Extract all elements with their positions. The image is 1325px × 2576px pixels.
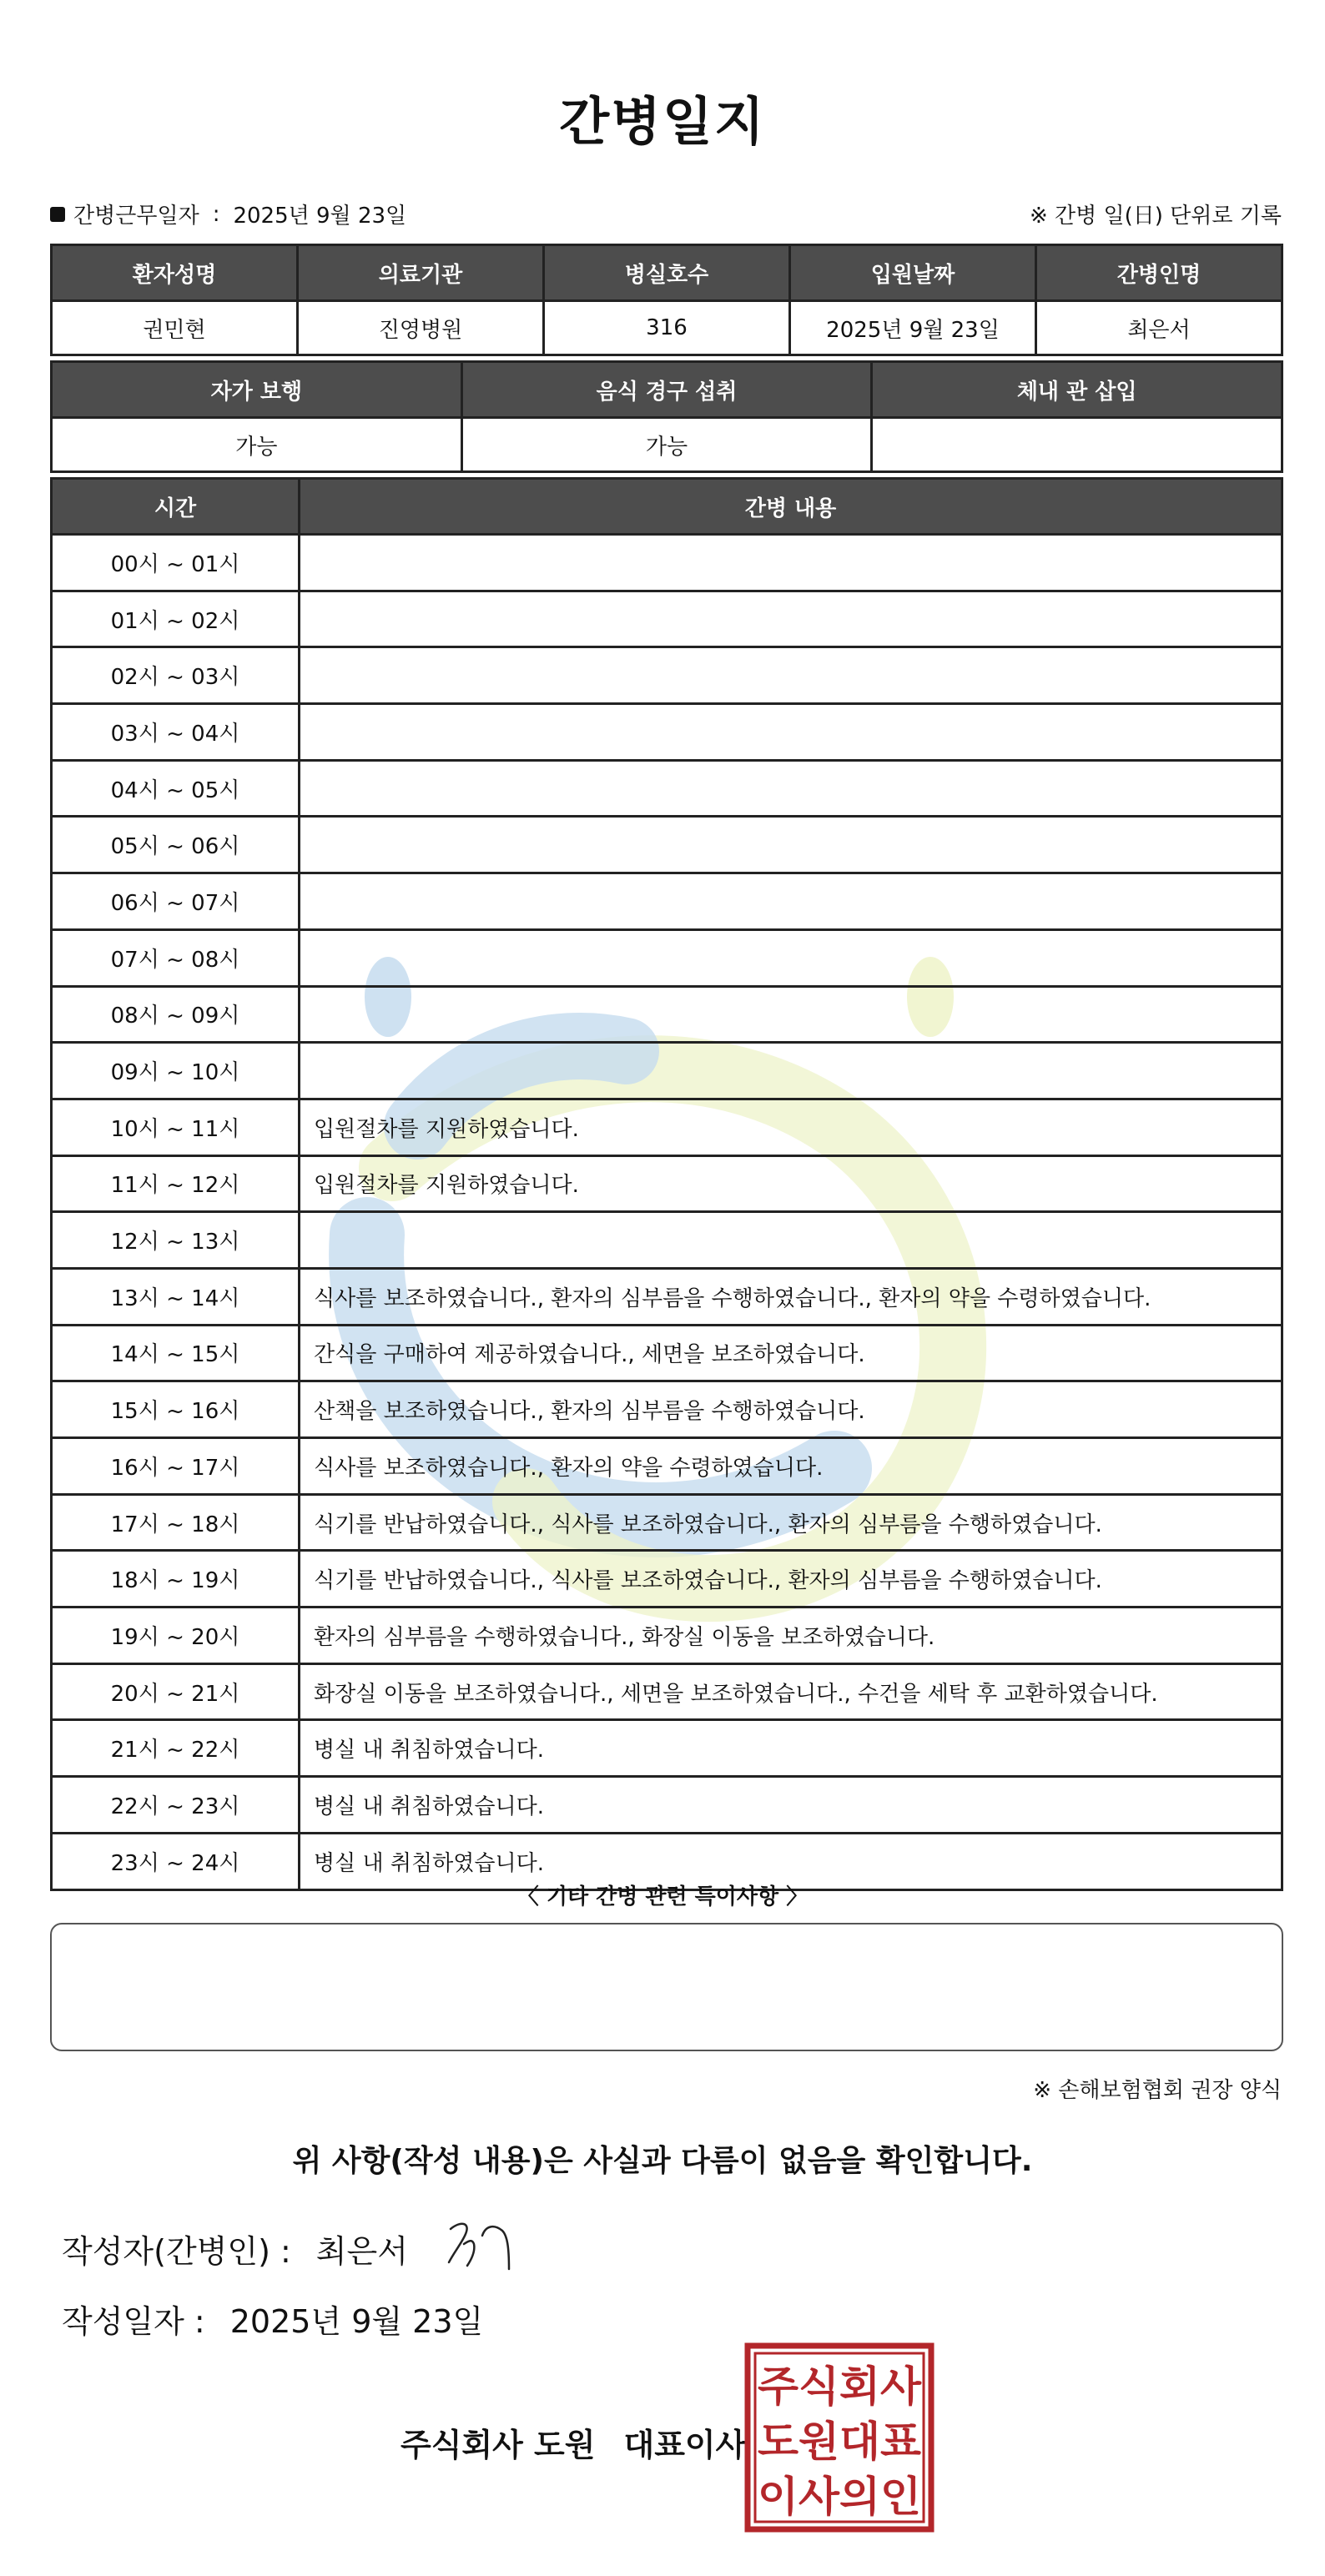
care-content xyxy=(300,1043,1282,1099)
care-content xyxy=(300,817,1282,873)
table-row xyxy=(52,535,1282,591)
table-row xyxy=(52,873,1282,930)
care-content: 병실 내 취침하였습니다. xyxy=(300,1833,1282,1889)
time-slot: 15시 ~ 16시 xyxy=(52,1381,300,1438)
care-content: 병실 내 취침하였습니다. xyxy=(300,1777,1282,1834)
time-slot: 21시 ~ 22시 xyxy=(52,1720,300,1777)
header-hospital: 의료기관 xyxy=(298,245,544,301)
work-date xyxy=(50,199,406,229)
time-slot: 00시 ~ 01시 xyxy=(52,535,300,591)
care-content xyxy=(300,760,1282,817)
write-date-value: 2025년 9월 23일 xyxy=(229,2303,484,2340)
notes-box xyxy=(50,1923,1283,2051)
care-content xyxy=(300,647,1282,704)
time-slot: 23시 ~ 24시 xyxy=(52,1833,300,1889)
table-row xyxy=(52,1381,1282,1438)
care-content xyxy=(300,873,1282,930)
admission-date: 2025년 9월 23일 xyxy=(790,301,1036,355)
care-content: 간식을 구매하여 제공하였습니다., 세면을 보조하였습니다. xyxy=(300,1325,1282,1381)
header-patient-name: 환자성명 xyxy=(52,245,298,301)
ability-table xyxy=(50,360,1283,473)
time-slot: 14시 ~ 15시 xyxy=(52,1325,300,1381)
care-content: 식사를 보조하였습니다., 환자의 심부름을 수행하였습니다., 환자의 약을 수령하였습니다. xyxy=(300,1268,1282,1325)
tube-insertion-value xyxy=(872,418,1282,472)
table-row xyxy=(52,1212,1282,1269)
table-row xyxy=(52,1551,1282,1607)
company-line xyxy=(401,2419,746,2465)
svg-text:이사의인: 이사의인 xyxy=(758,2473,921,2521)
care-content xyxy=(300,986,1282,1043)
table-row xyxy=(52,1607,1282,1664)
notes-title: 〈 기타 간병 관련 특이사항 〉 xyxy=(516,1884,809,1909)
header-tube-insertion: 체내 관 삽입 xyxy=(872,362,1282,418)
table-row xyxy=(52,1777,1282,1834)
table-row xyxy=(52,1099,1282,1155)
care-content: 입원절차를 지원하였습니다. xyxy=(300,1155,1282,1212)
table-row xyxy=(52,704,1282,761)
time-slot: 02시 ~ 03시 xyxy=(52,647,300,704)
care-content xyxy=(300,591,1282,647)
care-content: 식사를 보조하였습니다., 환자의 약을 수령하였습니다. xyxy=(300,1438,1282,1495)
header-time: 시간 xyxy=(52,479,300,535)
table-row xyxy=(52,1494,1282,1551)
table-row xyxy=(52,817,1282,873)
header-oral-intake: 음식 경구 섭취 xyxy=(461,362,872,418)
care-content: 입원절차를 지원하였습니다. xyxy=(300,1099,1282,1155)
care-content xyxy=(300,1212,1282,1269)
time-slot: 13시 ~ 14시 xyxy=(52,1268,300,1325)
time-slot: 12시 ~ 13시 xyxy=(52,1212,300,1269)
time-slot: 07시 ~ 08시 xyxy=(52,929,300,986)
confirmation-statement: 위 사항(작성 내용)은 사실과 다름이 없음을 확인합니다. xyxy=(292,2144,1033,2178)
table-row xyxy=(52,1720,1282,1777)
oral-intake-value: 가능 xyxy=(461,418,872,472)
table-row xyxy=(52,1268,1282,1325)
care-content: 환자의 심부름을 수행하였습니다., 화장실 이동을 보조하였습니다. xyxy=(300,1607,1282,1664)
work-date-separator: : xyxy=(212,201,220,227)
self-walking-value: 가능 xyxy=(52,418,462,472)
writer-label: 작성자(간병인) : xyxy=(62,2233,291,2270)
svg-text:주식회사: 주식회사 xyxy=(758,2362,922,2411)
time-slot: 16시 ~ 17시 xyxy=(52,1438,300,1495)
room-number: 316 xyxy=(544,301,790,355)
time-slot: 08시 ~ 09시 xyxy=(52,986,300,1043)
care-content xyxy=(300,535,1282,591)
care-content: 식기를 반납하였습니다., 식사를 보조하였습니다., 환자의 심부름을 수행하였습니다. xyxy=(300,1551,1282,1607)
time-slot: 09시 ~ 10시 xyxy=(52,1043,300,1099)
time-slot: 17시 ~ 18시 xyxy=(52,1494,300,1551)
time-slot: 19시 ~ 20시 xyxy=(52,1607,300,1664)
care-content xyxy=(300,929,1282,986)
document-title: 간병일지 xyxy=(559,91,766,152)
time-slot: 10시 ~ 11시 xyxy=(52,1099,300,1155)
time-slot: 11시 ~ 12시 xyxy=(52,1155,300,1212)
time-slot: 22시 ~ 23시 xyxy=(52,1777,300,1834)
table-row xyxy=(52,1155,1282,1212)
time-slot: 03시 ~ 04시 xyxy=(52,704,300,761)
care-content: 화장실 이동을 보조하였습니다., 세면을 보조하였습니다., 수건을 세탁 후 교환하였습니다. xyxy=(300,1663,1282,1720)
table-row xyxy=(52,986,1282,1043)
company-title: 대표이사 xyxy=(623,2427,747,2463)
handwritten-signature xyxy=(442,2211,526,2277)
table-row xyxy=(52,929,1282,986)
table-row xyxy=(52,1438,1282,1495)
care-content: 산책을 보조하였습니다., 환자의 심부름을 수행하였습니다. xyxy=(300,1381,1282,1438)
table-row xyxy=(52,591,1282,647)
care-content: 식기를 반납하였습니다., 식사를 보조하였습니다., 환자의 심부름을 수행하였습니다. xyxy=(300,1494,1282,1551)
work-date-label: 간병근무일자 xyxy=(73,204,199,229)
table-row xyxy=(52,647,1282,704)
bullet-square-icon xyxy=(50,207,65,222)
table-row xyxy=(52,1663,1282,1720)
table-row xyxy=(52,760,1282,817)
time-slot: 04시 ~ 05시 xyxy=(52,760,300,817)
unit-note: ※ 간병 일(日) 단위로 기록 xyxy=(1029,204,1282,229)
table-row xyxy=(52,1043,1282,1099)
header-admission-date: 입원날짜 xyxy=(790,245,1036,301)
header-room: 병실호수 xyxy=(544,245,790,301)
work-date-value: 2025년 9월 23일 xyxy=(233,204,407,229)
time-slot: 18시 ~ 19시 xyxy=(52,1551,300,1607)
association-note: ※ 손해보험협회 권장 양식 xyxy=(1033,2078,1282,2103)
header-self-walking: 자가 보행 xyxy=(52,362,462,418)
writer-name: 최은서 xyxy=(315,2233,408,2270)
care-content: 병실 내 취침하였습니다. xyxy=(300,1720,1282,1777)
table-row xyxy=(52,1325,1282,1381)
patient-info-table xyxy=(50,244,1283,356)
care-log-table xyxy=(50,477,1283,1891)
time-slot: 20시 ~ 21시 xyxy=(52,1663,300,1720)
care-content xyxy=(300,704,1282,761)
hospital: 진영병원 xyxy=(298,301,544,355)
writer-line xyxy=(62,2226,408,2272)
time-slot: 01시 ~ 02시 xyxy=(52,591,300,647)
company-seal-stamp xyxy=(744,2342,935,2533)
time-slot: 06시 ~ 07시 xyxy=(52,873,300,930)
time-slot: 05시 ~ 06시 xyxy=(52,817,300,873)
svg-text:도원대표: 도원대표 xyxy=(758,2418,922,2466)
header-care-content: 간병 내용 xyxy=(300,479,1282,535)
company-name: 주식회사 도원 xyxy=(401,2427,596,2463)
caregiver-name: 최은서 xyxy=(1036,301,1282,355)
write-date-label: 작성일자 : xyxy=(62,2303,205,2340)
patient-name: 권민현 xyxy=(52,301,298,355)
header-caregiver: 간병인명 xyxy=(1036,245,1282,301)
write-date-line xyxy=(62,2296,483,2342)
